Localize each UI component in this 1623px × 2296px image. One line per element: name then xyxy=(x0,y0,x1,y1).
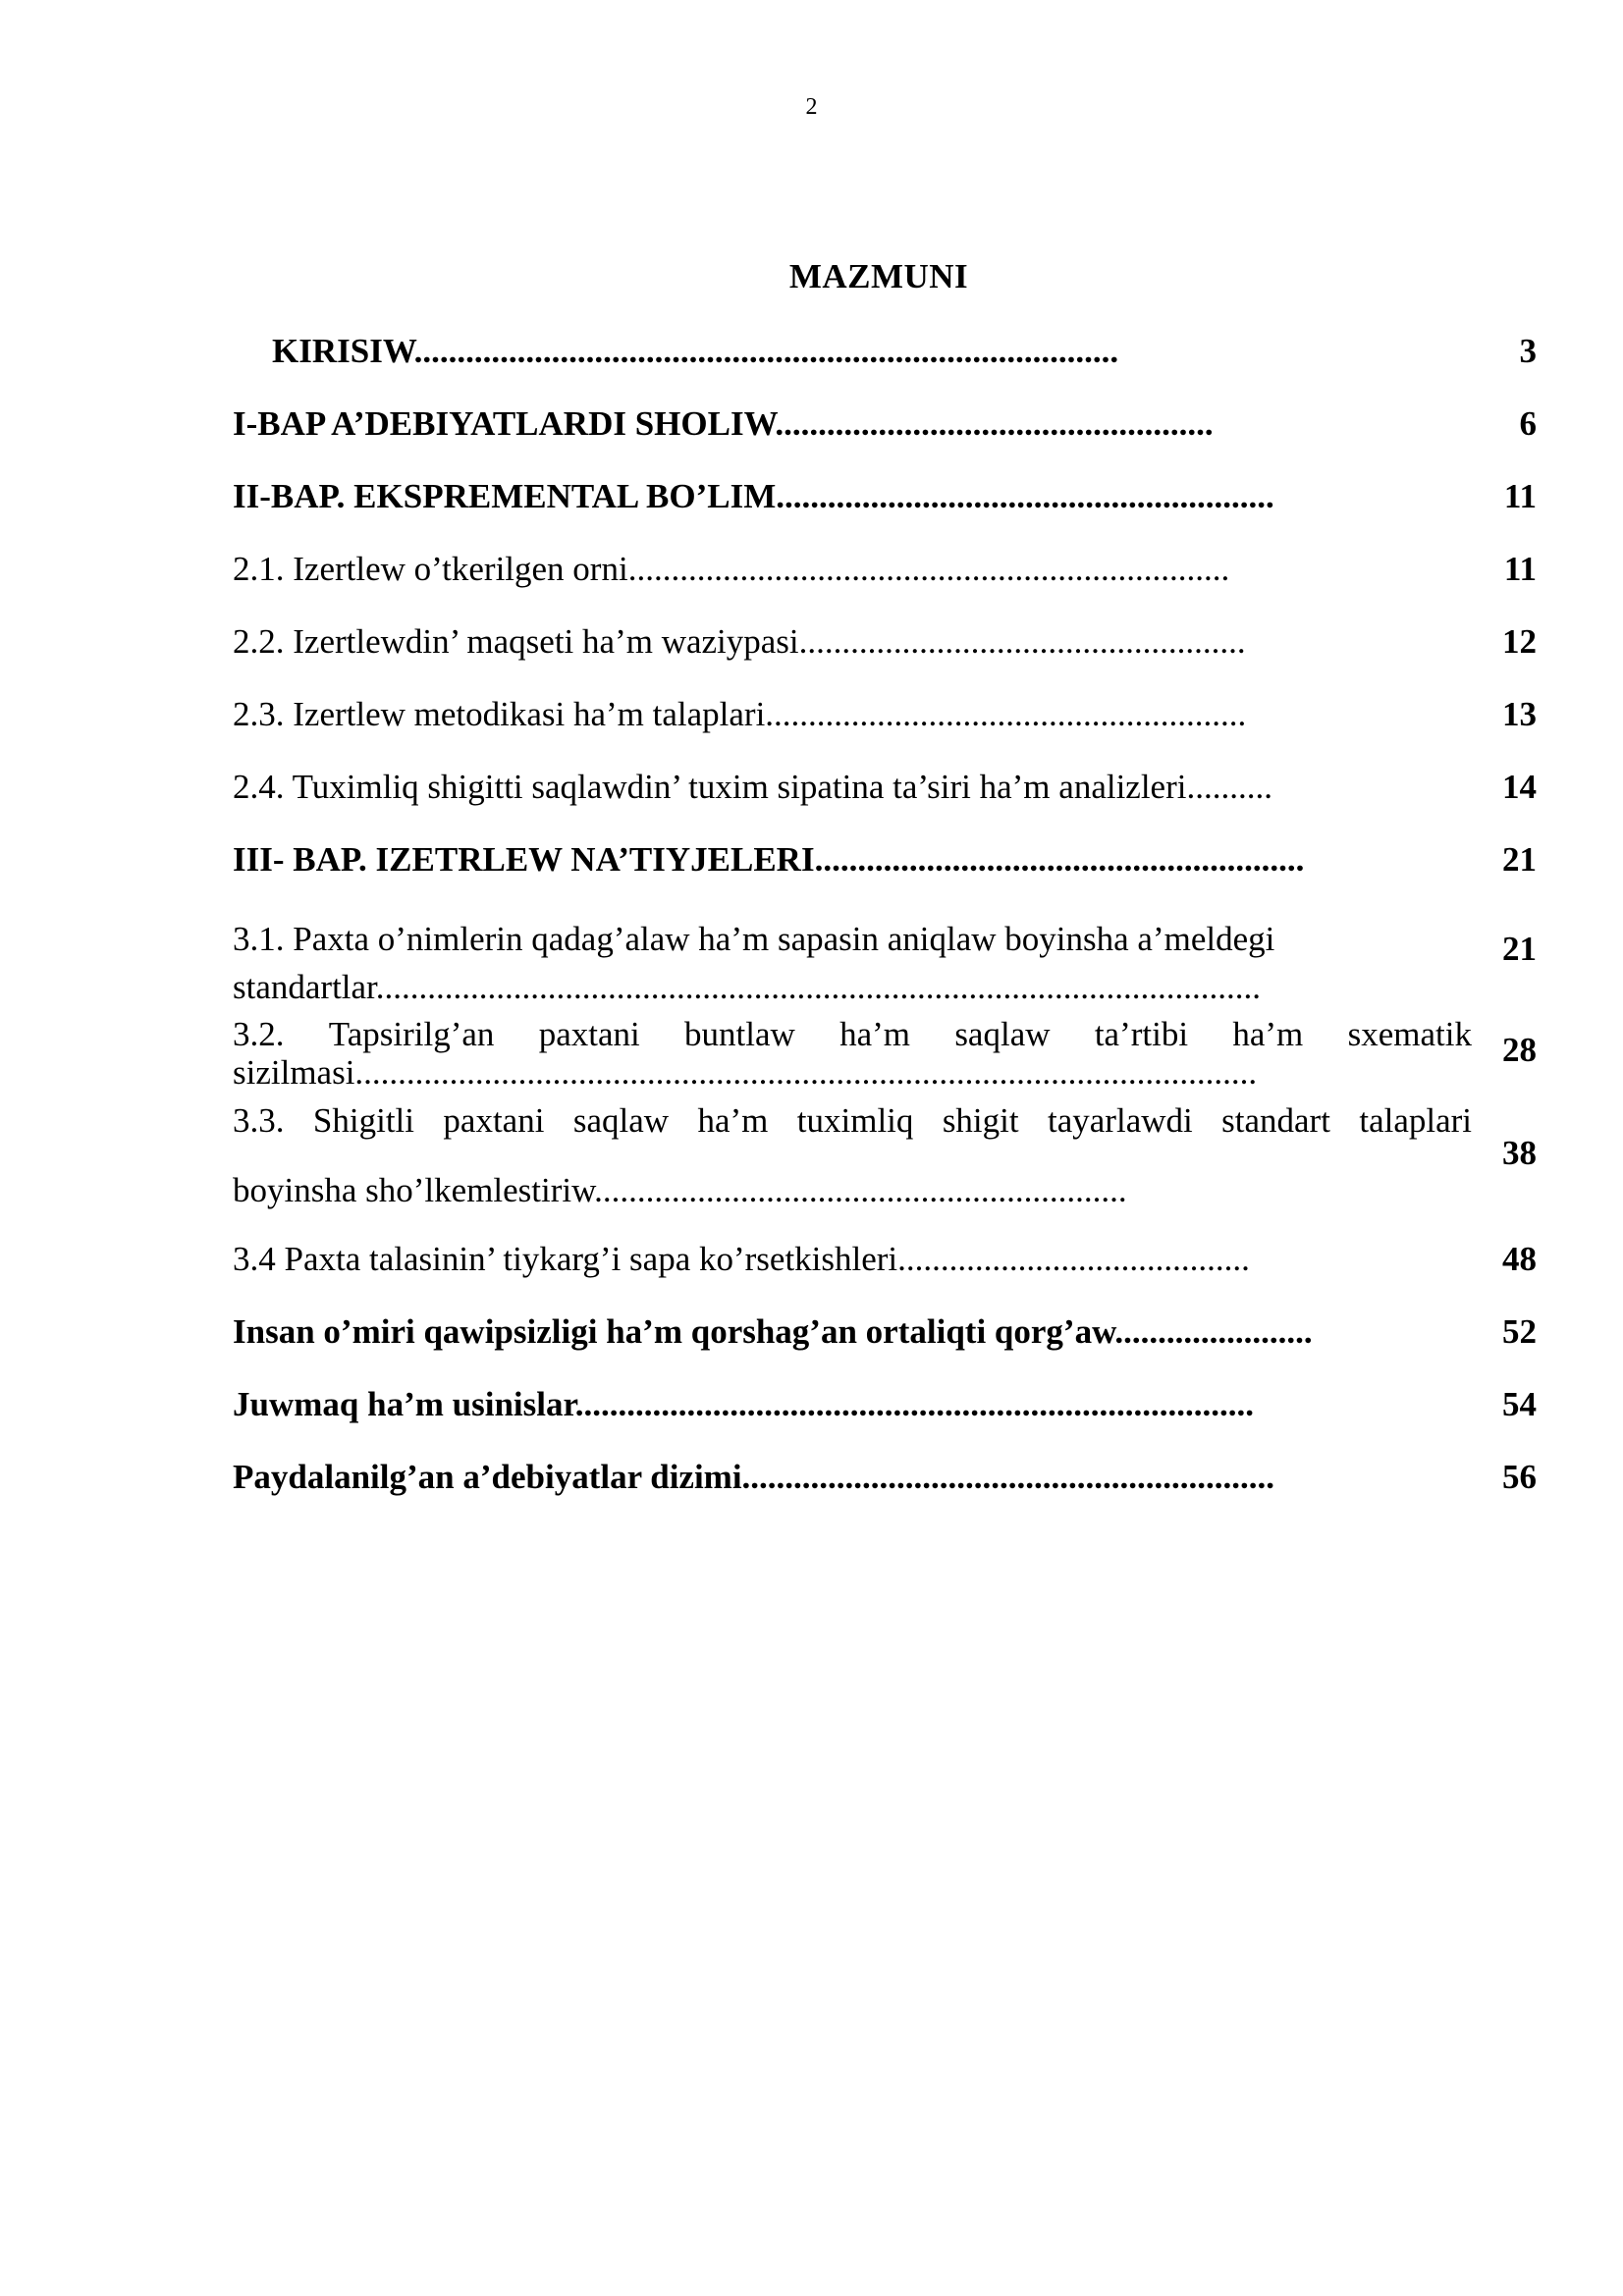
toc-entry-page: 38 xyxy=(1502,1134,1537,1172)
toc-word: saqlaw xyxy=(572,1101,670,1140)
toc-entry-text: 2.4. Tuximliq shigitti saqlawdin’ tuxim sipatina ta’siri ha’m analizleri.......... xyxy=(233,768,1272,806)
toc-entry-text: 2.2. Izertlewdin’ maqseti ha’m waziypasi.................................................... xyxy=(233,622,1246,661)
toc-word: ha’m xyxy=(839,1015,911,1053)
toc-word: paxtani xyxy=(538,1015,640,1053)
toc-word: ha’m xyxy=(1232,1015,1304,1053)
toc-entry-text: 3.4 Paxta talasinin’ tiykarg’i sapa ko’rsetkishleri......................................... xyxy=(233,1240,1250,1278)
toc-word: Shigitli xyxy=(312,1101,414,1140)
toc-entry-page: 13 xyxy=(1502,695,1537,733)
toc-entry-page: 48 xyxy=(1502,1240,1537,1278)
toc-entry-text: I-BAP A’DEBIYATLARDI SHOLIW................................................... xyxy=(233,404,1214,443)
toc-entry-page: 28 xyxy=(1502,1031,1537,1069)
toc-word: standart xyxy=(1221,1101,1330,1140)
toc-entry-page: 14 xyxy=(1502,768,1537,806)
toc-entry-page: 12 xyxy=(1502,622,1537,661)
toc-word: saqlaw xyxy=(954,1015,1051,1053)
toc-word: 3.3. xyxy=(233,1101,285,1140)
toc-word: tayarlawdi xyxy=(1048,1101,1193,1140)
page-number: 2 xyxy=(805,94,818,120)
toc-entry-text-line2: standartlar....................................................................................................... xyxy=(233,968,1262,1006)
toc-entry-text-line1: 3.1. Paxta o’nimlerin qadag’alaw ha’m sapasin aniqlaw boyinsha a’meldegi xyxy=(233,920,1275,958)
toc-entry-page: 3 xyxy=(1519,332,1537,370)
toc-title: MAZMUNI xyxy=(788,257,969,295)
toc-word: ha’m xyxy=(697,1101,769,1140)
toc-entry-page: 11 xyxy=(1503,477,1537,515)
toc-entry-text: Paydalanilg’an a’debiyatlar dizimi.............................................................. xyxy=(233,1458,1275,1496)
toc-entry-page: 11 xyxy=(1503,550,1537,588)
toc-entry-text: 2.1. Izertlew o’tkerilgen orni...................................................................... xyxy=(233,550,1230,588)
toc-entry-text-line2: boyinsha sho’lkemlestiriw.............................................................. xyxy=(233,1171,1127,1209)
toc-word: buntlaw xyxy=(684,1015,795,1053)
toc-entry-text: 2.3. Izertlew metodikasi ha’m talaplari........................................................ xyxy=(233,695,1247,733)
toc-word: paxtani xyxy=(443,1101,545,1140)
toc-entry-text-line1 xyxy=(233,1015,1472,1054)
toc-entry-page: 56 xyxy=(1502,1458,1537,1496)
toc-entry-text: III- BAP. IZETRLEW NA’TIYJELERI......................................................... xyxy=(233,840,1305,879)
toc-entry-page: 21 xyxy=(1502,930,1537,968)
toc-entry-text-line2: sizilmasi......................................................................................................... xyxy=(233,1053,1258,1092)
toc-entry-text: II-BAP. EKSPREMENTAL BO’LIM.......................................................... xyxy=(233,477,1274,515)
toc-entry-text: Juwmaq ha’m usinislar............................................................................... xyxy=(233,1385,1255,1423)
toc-entry-page: 54 xyxy=(1502,1385,1537,1423)
toc-word: 3.2. xyxy=(233,1015,285,1053)
toc-entry-page: 21 xyxy=(1502,840,1537,879)
toc-word: Tapsirilg’an xyxy=(328,1015,495,1053)
toc-word: ta’rtibi xyxy=(1094,1015,1189,1053)
toc-entry-text: KIRISIW.................................................................................. xyxy=(272,332,1119,370)
toc-entry-page: 6 xyxy=(1519,404,1537,443)
toc-entry-page: 52 xyxy=(1502,1312,1537,1351)
toc-word: shigit xyxy=(942,1101,1019,1140)
toc-entry-text: Insan o’miri qawipsizligi ha’m qorshag’an ortaliqti qorg’aw....................... xyxy=(233,1312,1313,1351)
toc-word: sxematik xyxy=(1347,1015,1472,1053)
toc-entry-text-line1 xyxy=(233,1101,1472,1141)
toc-word: tuximliq xyxy=(796,1101,914,1140)
toc-word: talaplari xyxy=(1359,1101,1472,1140)
